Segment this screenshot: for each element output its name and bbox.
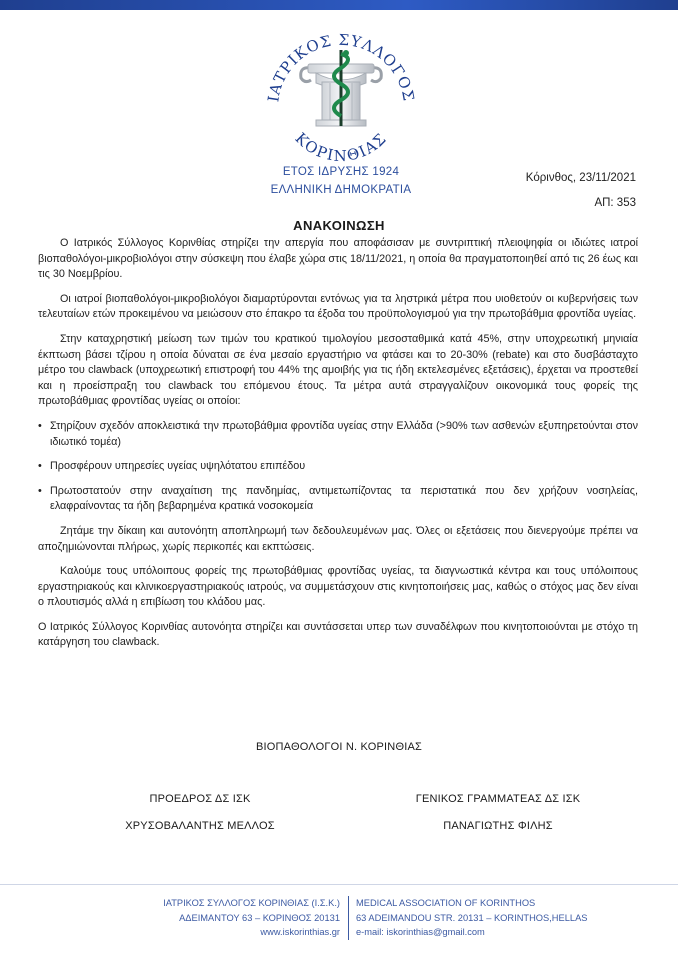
svg-text:ΚΟΡΙΝΘΙΑΣ: ΚΟΡΙΝΘΙΑΣ [291, 129, 391, 165]
bullet-icon: • [38, 460, 42, 473]
secretary-title: ΓΕΝΙΚΟΣ ΓΡΑΜΜΑΤΕΑΣ ΔΣ ΙΣΚ [415, 793, 581, 805]
association-logo [256, 16, 426, 186]
country-label: ΕΛΛΗΝΙΚΗ ΔΗΜΟΚΡΑΤΙΑ [270, 184, 412, 196]
footer-divider [348, 896, 349, 940]
signature-organization: ΒΙΟΠΑΘΟΛΟΓΟΙ Ν. ΚΟΡΙΝΘΙΑΣ [255, 741, 422, 753]
paragraph: Στην καταχρηστική μείωση των τιμών του κρατικού τιμολογίου μεσοσταθμικά κατά 45%, στην υποχρεωτική μηνιαία έκπτωση βάσει τζίρου η οποία δύναται σε ένα μεσαίο εργαστήριο να φτάσει και το 20-30% (rebate) και στο δυσβάσταχτο μέτρο του clawback (υποχρεωτική επιστροφή του 44% της αμοιβής για τις ήδη εκτελεσμένες εξετάσεις), έρχεται να προστεθεί και η προείσπραξη του clawback του επόμενου έτους. Τα μέτρα αυτά στραγγαλίζουν οικονομικά τους φορείς της πρωτοβάθμιας φροντίδας υγείας οι οποίοι: [38, 332, 638, 408]
president-name: ΧΡΥΣΟΒΑΛΑΝΤΗΣ ΜΕΛΛΟΣ [125, 820, 275, 832]
paragraph: Καλούμε τους υπόλοιπους φορείς της πρωτοβάθμιας φροντίδας υγείας, τα διαγνωστικά κέντρα και τους υπόλοιπους εργαστηριακούς και κλινικοεργαστηριακούς ιατρούς, να συμμετάσχουν στις κινητοποιήσεις μας, καθώς ο στόχος μας δεν είναι ο πλουτισμός αλλά η επιβίωση του κλάδου μας. [38, 565, 638, 609]
bullet-icon: • [38, 484, 42, 497]
paragraph: Οι ιατροί βιοπαθολόγοι-μικροβιολόγοι διαμαρτύρονται εντόνως για τα ληστρικά μέτρα που υιοθετούν οι κυβερνήσεις των τελευταίων ετών προκειμένου να μειώσουν στο έπακρο τα έξοδα του προϋπολογισμού για την πρωτοβάθμια φροντίδα υγείας. [38, 292, 638, 321]
footer-email-link[interactable]: e-mail: iskorinthias@gmail.com [356, 927, 485, 937]
footer-org-name-gr: ΙΑΤΡΙΚΟΣ ΣΥΛΛΟΓΟΣ ΚΟΡΙΝΘΙΑΣ (Ι.Σ.Κ.) [163, 898, 340, 908]
document-body [38, 236, 638, 660]
top-accent-bar [0, 0, 678, 10]
footer-address-gr: ΑΔΕΙΜΑΝΤΟΥ 63 – ΚΟΡΙΝΘΟΣ 20131 [179, 912, 340, 923]
reference-number: ΑΠ: 353 [594, 197, 636, 209]
footer-separator [0, 884, 678, 885]
bullet-item: • Πρωτοστατούν στην αναχαίτιση της πανδημίας, αντιμετωπίζοντας τα περιστατικά που δεν χρήζουν νοσηλείας, ελαφραίνοντας τα ήδη βεβαρημένα κρατικά νοσοκομεία [38, 484, 638, 515]
place-date: Κόρινθος, 23/11/2021 [525, 172, 636, 184]
footer-greek-contact [90, 896, 340, 940]
establishment-info [220, 163, 462, 199]
secretary-name: ΠΑΝΑΓΙΩΤΗΣ ΦΙΛΗΣ [443, 820, 553, 832]
bullet-item: • Στηρίζουν σχεδόν αποκλειστικά την πρωτοβάθμια φροντίδα υγείας στην Ελλάδα (>90% των ασθενών εξυπηρετούνται στον ιδιωτικό τομέα) [38, 419, 638, 450]
footer-address-en: 63 ADEIMANDOU STR. 20131 – KORINTHOS,HELLAS [356, 912, 588, 923]
president-title: ΠΡΟΕΔΡΟΣ ΔΣ ΙΣΚ [149, 793, 251, 805]
bullet-item: • Προσφέρουν υπηρεσίες υγείας υψηλότατου επιπέδου [38, 459, 638, 475]
bullet-icon: • [38, 419, 42, 432]
document-title: ΑΝΑΚΟΙΝΩΣΗ [293, 218, 385, 233]
footer-english-contact [356, 896, 616, 940]
footer-org-name-en: MEDICAL ASSOCIATION OF KORINTHOS [356, 898, 536, 908]
established-year: ΕΤΟΣ ΙΔΡΥΣΗΣ 1924 [282, 166, 400, 178]
footer-website-link[interactable]: www.iskorinthias.gr [260, 927, 340, 937]
paragraph: Ζητάμε την δίκαιη και αυτονόητη αποπληρωμή των δεδουλευμένων μας. Όλες οι εξετάσεις που διενεργούμε πρέπει να αποζημιώνονται πλήρως, χωρίς περικοπές και εκπτώσεις. [38, 524, 638, 553]
paragraph: Ο Ιατρικός Σύλλογος Κορινθίας αυτονόητα στηρίζει και συντάσσεται υπερ των συναδέλφων που κινητοποιούνται με στόχο τη κατάργηση του clawback. [38, 620, 638, 649]
svg-text:ΙΑΤΡΙΚΟΣ ΣΥΛΛΟΓΟΣ: ΙΑΤΡΙΚΟΣ ΣΥΛΛΟΓΟΣ [264, 30, 418, 104]
paragraph: Ο Ιατρικός Σύλλογος Κορινθίας στηρίζει την απεργία που αποφάσισαν με συντριπτική πλειοψηφία οι ιδιώτες ιατροί βιοπαθολόγοι-μικροβιολόγοι στην σύσκεψη που έλαβε χώρα στις 18/11/2021, η οποία θα πραγματοποιηθεί από τις 26 έως και τις 30 Νοεμβρίου. [38, 237, 638, 281]
